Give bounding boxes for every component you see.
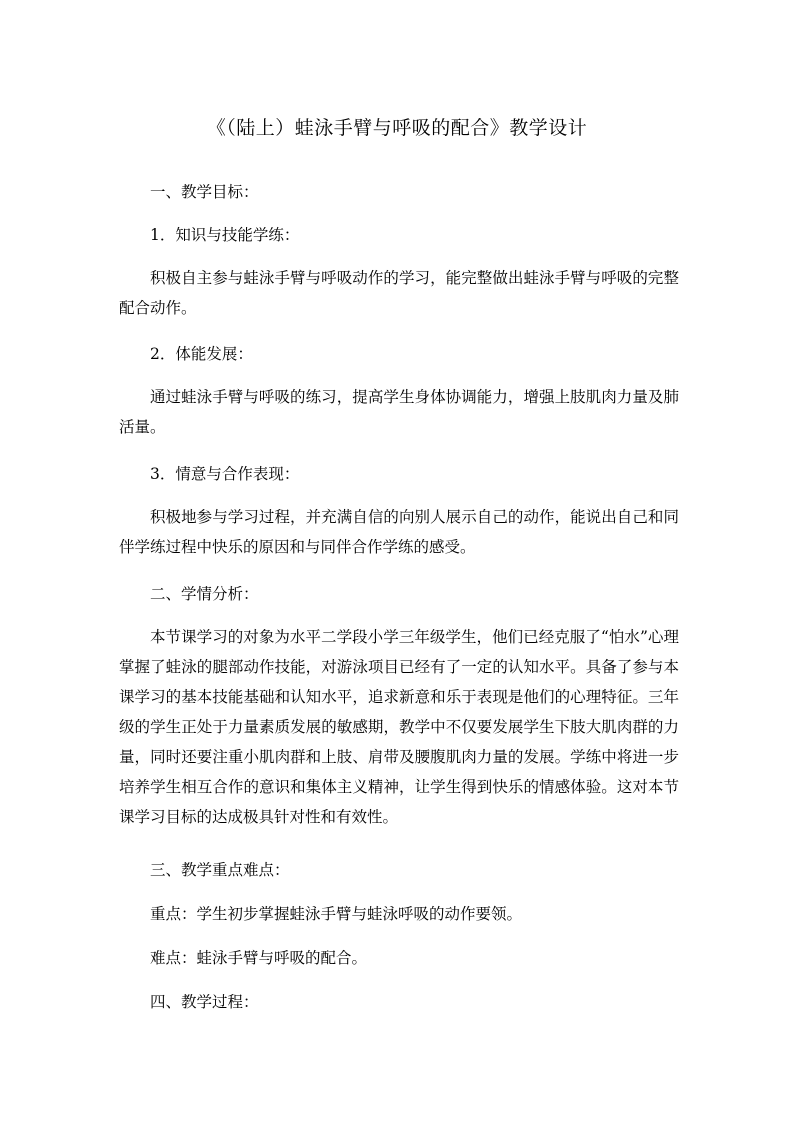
document-title: 《（陆上）蛙泳手臂与呼吸的配合》教学设计	[206, 117, 588, 139]
section-heading-teaching-goals: 一、教学目标：	[150, 183, 259, 201]
key-point-text: 重点：学生初步掌握蛙泳手臂与蛙泳呼吸的动作要领。	[150, 905, 523, 923]
section-heading-teaching-process: 四、教学过程：	[150, 993, 259, 1011]
paragraph-affect-cooperation: 积极地参与学习过程，并充满自信的向别人展示自己的动作，能说出自己和同伴学练过程中快乐的原因和与同伴合作学练的感受。	[119, 508, 679, 556]
paragraph-physical-development: 通过蛙泳手臂与呼吸的练习，提高学生身体协调能力，增强上肢肌肉力量及肺活量。	[119, 388, 679, 436]
paragraph-learner-analysis: 本节课学习的对象为水平二学段小学三年级学生，他们已经克服了“怕水”心理掌握了蛙泳的腿部动作技能，对游泳项目已经有了一定的认知水平。具备了参与本课学习的基本技能基础和认知水平，追求新意和乐于表现是他们的心理特征。三年级的学生正处于力量素质发展的敏感期，教学中不仅要发展学生下肢大肌肉群的力量，同时还要注重小肌肉群和上肢、肩带及腰腹肌肉力量的发展。学练中将进一步培养学生相互合作的意识和集体主义精神，让学生得到快乐的情感体验。这对本节课学习目标的达成极具针对性和有效性。	[119, 628, 679, 826]
subheading-knowledge-skills: 1．知识与技能学练：	[150, 226, 300, 244]
section-heading-key-difficult-points: 三、教学重点难点：	[150, 861, 290, 879]
difficult-point-text: 难点：蛙泳手臂与呼吸的配合。	[150, 949, 368, 967]
subheading-physical-development: 2．体能发展：	[150, 345, 253, 363]
section-heading-learner-analysis: 二、学情分析：	[150, 585, 259, 603]
paragraph-knowledge-skills: 积极自主参与蛙泳手臂与呼吸动作的学习，能完整做出蛙泳手臂与呼吸的完整配合动作。	[119, 269, 679, 317]
subheading-affect-cooperation: 3．情意与合作表现：	[150, 465, 300, 483]
